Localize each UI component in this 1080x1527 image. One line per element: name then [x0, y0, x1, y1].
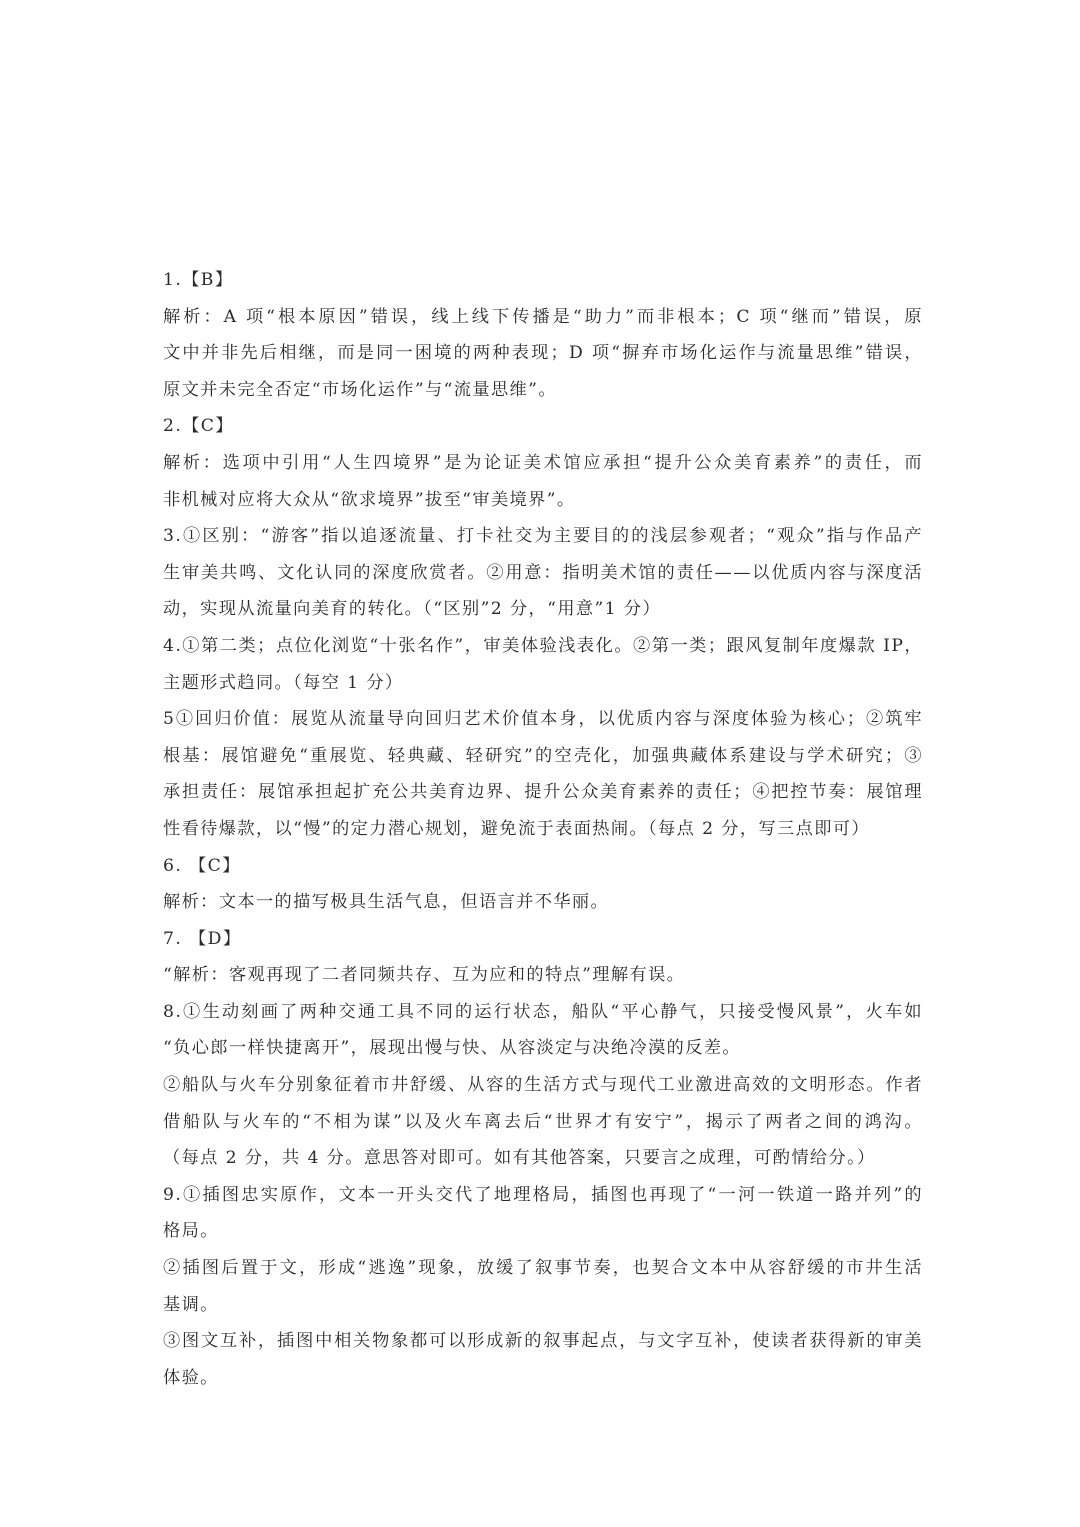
- answer-9-line: 体验。: [163, 1367, 219, 1388]
- answer-8-line: 借船队与火车的“不相为谋”以及火车离去后“世界才有安宁”，揭示了两者之间的鸿沟。: [163, 1111, 923, 1132]
- answer-3-line: 动，实现从流量向美育的转化。（“区别”2 分，“用意”1 分）: [163, 599, 662, 620]
- answer-9-line: 格局。: [163, 1221, 219, 1242]
- answer-8-scoring-note: （每点 2 分，共 4 分。意思答对即可。如有其他答案，只要言之成理，可酌情给分。）: [163, 1148, 876, 1169]
- answer-9-line: 9.①插图忠实原作，文本一开头交代了地理格局，插图也再现了“一河一铁道一路并列”的: [163, 1184, 923, 1205]
- answer-7-analysis-line: “解析：客观再现了二者同频共存、互为应和的特点”理解有误。: [163, 965, 686, 986]
- answer-9-line: ③图文互补，插图中相关物象都可以形成新的叙事起点，与文字互补，使读者获得新的审美: [163, 1331, 923, 1352]
- answer-5-line: 5①回归价值：展览从流量导向回归艺术价值本身，以优质内容与深度体验为核心；②筑牢: [163, 709, 923, 730]
- answer-5-line: 承担责任：展馆承担起扩充公共美育边界、提升公众美育素养的责任；④把控节奏：展馆理: [163, 782, 923, 803]
- answer-9-line: ②插图后置于文，形成“逃逸”现象，放缓了叙事节奏，也契合文本中从容舒缓的市井生活: [163, 1258, 923, 1279]
- answer-8-line: “负心郎一样快捷离开”，展现出慢与快、从容淡定与决绝冷漠的反差。: [163, 1038, 742, 1059]
- answer-4-line: 主题形式趋同。（每空 1 分）: [163, 672, 404, 693]
- answer-8-line: ②船队与火车分别象征着市井舒缓、从容的生活方式与现代工业激进高效的文明形态。作者: [163, 1075, 923, 1096]
- answer-3-line: 生审美共鸣、文化认同的深度欣赏者。②用意：指明美术馆的责任——以优质内容与深度活: [163, 562, 923, 583]
- answer-1-analysis-line: 解析：A 项“根本原因”错误，线上线下传播是“助力”而非根本；C 项“继而”错误，原: [163, 306, 923, 327]
- answer-3-line: 3.①区别：“游客”指以追逐流量、打卡社交为主要目的的浅层参观者；“观众”指与作品产: [163, 526, 923, 547]
- answer-5-line: 根基：展馆避免“重展览、轻典藏、轻研究”的空壳化，加强典藏体系建设与学术研究；③: [163, 745, 923, 766]
- answer-4-line: 4.①第二类；点位化浏览“十张名作”，审美体验浅表化。②第一类；跟风复制年度爆款 IP，: [163, 635, 923, 656]
- answer-2-heading: 2.【C】: [163, 416, 234, 437]
- answer-2-analysis-line: 解析：选项中引用“人生四境界”是为论证美术馆应承担“提升公众美育素养”的责任，而: [163, 452, 923, 473]
- answer-7-heading: 7. 【D】: [163, 928, 242, 949]
- answer-5-line: 性看待爆款，以“慢”的定力潜心规划，避免流于表面热闹。（每点 2 分，写三点即可）: [163, 818, 870, 839]
- answer-8-line: 8.①生动刻画了两种交通工具不同的运行状态，船队“平心静气，只接受慢风景”，火车如: [163, 1001, 923, 1022]
- answer-1-heading: 1.【B】: [163, 270, 234, 290]
- answer-1-analysis-line: 原文并未完全否定“市场化运作”与“流量思维”。: [163, 379, 557, 400]
- answer-6-analysis-line: 解析：文本一的描写极具生活气息，但语言并不华丽。: [163, 892, 610, 913]
- answer-key-text: [163, 262, 923, 1396]
- answer-1-analysis-line: 文中并非先后相继，而是同一困境的两种表现；D 项“摒弃市场化运作与流量思维”错误，: [163, 343, 923, 364]
- answer-2-analysis-line: 非机械对应将大众从“欲求境界”拔至“审美境界”。: [163, 489, 576, 510]
- answer-9-line: 基调。: [163, 1294, 219, 1315]
- answer-6-heading: 6. 【C】: [163, 855, 241, 876]
